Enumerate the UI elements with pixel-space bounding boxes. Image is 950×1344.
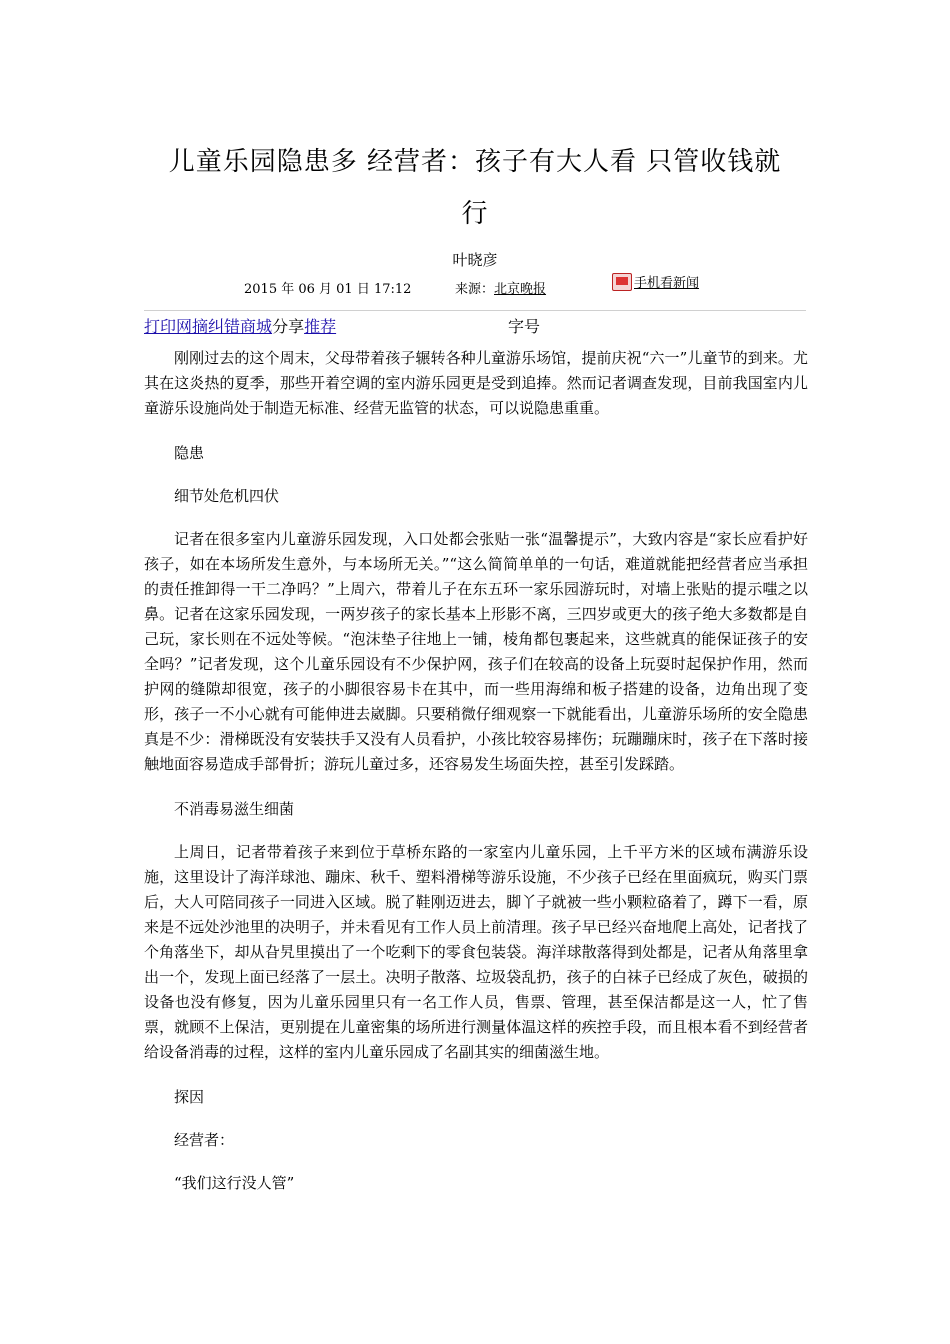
font-size-control[interactable]: 字号: [508, 317, 541, 336]
toolbar-links: [144, 314, 336, 337]
mobile-news[interactable]: [612, 272, 699, 291]
quote-heading: “我们这行没人管”: [174, 1174, 295, 1192]
mobile-news-icon[interactable]: [612, 273, 632, 291]
source-label: 来源：: [455, 282, 495, 297]
mall-link[interactable]: 商城: [240, 317, 273, 336]
subheading-details: 细节处危机四伏: [174, 487, 280, 505]
article-title: [150, 136, 800, 240]
section-heading-causes: 探因: [174, 1088, 205, 1106]
recommend-link[interactable]: 推荐: [304, 317, 337, 336]
paragraph-safety: 记者在很多室内儿童游乐园发现，入口处都会张贴一张“温馨提示”，大致内容是“家长应看护好孩子，如在本场所发生意外，与本场所无关。”“这么简简单单的一句话，难道就能把经营者应当承担的责任推卸得一干二净吗？”上周六，带着儿子在东五环一家乐园游玩时，对墙上张贴的提示嗤之以鼻。记者在这家乐园发现，一两岁孩子的家长基本上形影不离，三四岁或更大的孩子绝大多数都是自己玩，家长则在不远处等候。“泡沫垫子往地上一铺，棱角都包裹起来，这些就真的能保证孩子的安全吗？”记者发现，这个儿童乐园设有不少保护网，孩子们在较高的设备上玩耍时起保护作用，然而护网的缝隙却很宽，孩子的小脚很容易卡在其中，而一些用海绵和板子搭建的设备，边角出现了变形，孩子一不小心就有可能伸进去崴脚。只要稍微仔细观察一下就能看出，儿童游乐场所的安全隐患真是不少：滑梯既没有安装扶手又没有人员看护，小孩比较容易摔伤；玩蹦蹦床时，孩子在下落时接触地面容易造成手部骨折；游玩儿童过多，还容易发生场面失控，甚至引发踩踏。: [144, 530, 808, 773]
excerpt-link[interactable]: 网摘: [176, 317, 209, 336]
publish-datetime: 2015 年 06 月 01 日 17:12: [244, 282, 412, 297]
article-author: 叶晓彦: [452, 251, 498, 269]
source-info: [455, 278, 546, 297]
subheading-bacteria: 不消毒易滋生细菌: [174, 800, 295, 818]
paragraph-hygiene: 上周日，记者带着孩子来到位于草桥东路的一家室内儿童乐园，上千平方米的区域布满游乐设施，这里设计了海洋球池、蹦床、秋千、塑料滑梯等游乐设施，不少孩子已经在里面疯玩，购买门票后，大人可陪同孩子一同进入区域。脱了鞋刚迈进去，脚丫子就被一些小颗粒硌着了，蹲下一看，原来是不远处沙池里的决明子，并未看见有工作人员上前清理。孩子早已经兴奋地爬上高处，记者找了个角落坐下，却从旮旯里摸出了一个吃剩下的零食包装袋。海洋球散落得到处都是，记者从角落里拿出一个，发现上面已经落了一层土。决明子散落、垃圾袋乱扔，孩子的白袜子已经成了灰色，破损的设备也没有修复，因为儿童乐园里只有一名工作人员，售票、管理，甚至保洁都是这一人，忙了售票，就顾不上保洁，更别提在儿童密集的场所进行测量体温这样的疾控手段，而且根本看不到经营者给设备消毒的过程，这样的室内儿童乐园成了名副其实的细菌滋生地。: [144, 843, 808, 1061]
source-link[interactable]: 北京晚报: [494, 282, 547, 297]
section-heading-hazards: 隐患: [174, 444, 205, 462]
print-link[interactable]: 打印: [144, 317, 177, 336]
paragraph-intro: 刚刚过去的这个周末，父母带着孩子辗转各种儿童游乐场馆，提前庆祝“六一”儿童节的到来。尤其在这炎热的夏季，那些开着空调的室内游乐园更是受到追捧。然而记者调查发现，目前我国室内儿童游乐设施尚处于制造无标准、经营无监管的状态，可以说隐患重重。: [144, 349, 808, 417]
mobile-news-link[interactable]: 手机看新闻: [634, 276, 700, 291]
article-title-line-1: 儿童乐园隐患多 经营者：孩子有大人看 只管收钱就: [168, 147, 782, 177]
correct-link[interactable]: 纠错: [208, 317, 241, 336]
article-title-line-2: 行: [461, 199, 489, 229]
share-label[interactable]: 分享: [272, 317, 305, 336]
article-toolbar: [144, 310, 806, 339]
article-body: [144, 346, 808, 1214]
subheading-operators: 经营者：: [174, 1131, 235, 1149]
